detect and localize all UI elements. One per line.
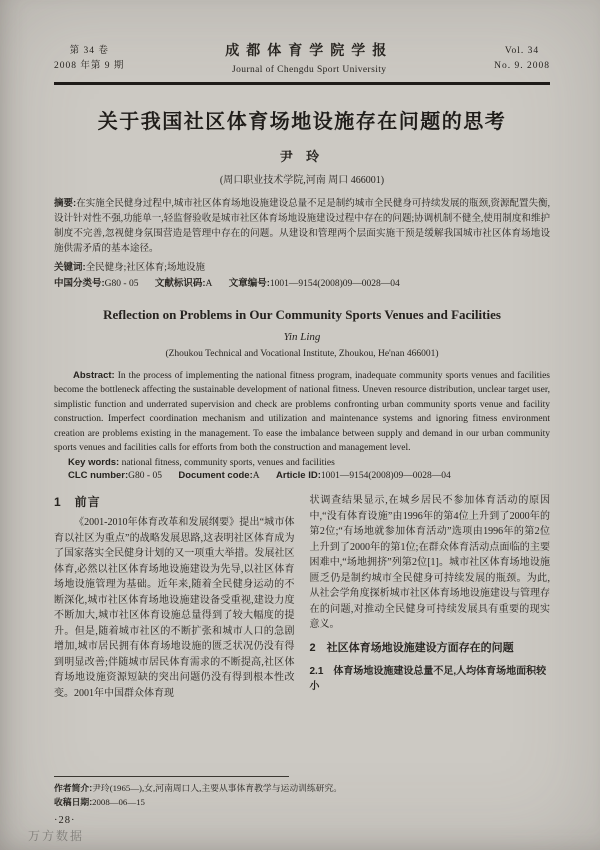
doc-code-en	[178, 471, 259, 481]
doc-code-en-value: A	[252, 471, 260, 482]
clc-en-value: G80 - 05	[128, 471, 162, 482]
footnote-rule	[54, 776, 289, 777]
received-date-label: 收稿日期:	[54, 796, 93, 807]
section-2-1-heading: 2.1 体育场地设施建设总量不足,人均体育场地面积较小	[309, 665, 547, 692]
clc-cn-value: G80 - 05	[104, 278, 139, 289]
page-number: ·28·	[54, 815, 76, 826]
journal-name-en: Journal of Chengdu Sport University	[232, 65, 387, 75]
doc-code-cn-label: 文献标识码:	[154, 277, 206, 289]
article-title-cn: 关于我国社区体育场地设施存在问题的思考	[97, 110, 507, 133]
issue-en-line2: No. 9. 2008	[494, 60, 550, 71]
issue-cn-line2: 2008 年第 9 期	[54, 60, 125, 71]
clc-cn-label: 中国分类号:	[54, 277, 105, 289]
header-volume-cn	[54, 44, 124, 73]
abstract-cn-label: 摘要:	[54, 197, 77, 209]
abstract-en-label: Abstract:	[73, 369, 115, 381]
clc-cn	[54, 279, 138, 289]
article-id-cn-label: 文章编号:	[228, 277, 270, 289]
doc-code-en-label: Document code:	[178, 470, 253, 482]
author-bio	[54, 782, 550, 795]
clc-en-label: CLC number:	[68, 470, 129, 482]
affiliation-en: (Zhoukou Technical and Vocational Institute, Zhoukou, He'nan 466001)	[165, 348, 439, 359]
abstract-cn	[54, 196, 550, 257]
journal-header	[54, 40, 550, 77]
article-id-en-label: Article ID:	[276, 470, 321, 482]
left-column-paragraph: 《2001-2010年体育改革和发展纲要》提出“城市体育以社区为重点”的战略发展思路,这表明社区体育成为了国家落实全民健身计划的又一项重大举措。发展社区体育,必然以社区体育场地设施建设为先导,以社区体育场地设施管理为基础。近年来,随着全民健身运动的不断深化,城市社区体育场地设施建设备受重视,建设力度不断加大,城市社区体育设施总量得到了较大幅度的提升。但是,随着城市社区的不断扩张和城市人口的急剧增加,城市居民拥有体育场地设施的匮乏状况仍没有得到明显改善;伴随城市居民体育需求的不断提高,社区体育场地设施资源短缺的突出问题仍没有得到根本性改变。2001年中国群众体育现	[54, 517, 295, 699]
header-volume-en	[494, 44, 550, 73]
keywords-en	[54, 457, 550, 468]
body-columns	[54, 493, 550, 701]
right-column	[310, 493, 551, 701]
keywords-cn-label: 关键词:	[54, 261, 86, 273]
article-meta-en	[54, 470, 550, 481]
author-name-en: Yin Ling	[283, 330, 321, 343]
keywords-en-text: national fitness, community sports, venues and facilities	[121, 458, 335, 469]
author-bio-label: 作者简介:	[54, 782, 93, 793]
right-column-paragraph: 状调查结果显示,在城乡居民不参加体育活动的原因中,“没有体育设施”由1996年的第4位上升到了2000年的第2位;“有场地就参加体育活动”选项由1996年的第2位上升到了2000年的第1位;在群众体育活动点面临的主要困难中,“场地拥挤”列第2位[1]。城市社区体育场地设施匮乏仍是制约城市全民健身可持续发展的瓶颈。为此,从社会学角度探析城市社区体育场地设施建设与管理存在的问题,对推动全民健身可持续发展具有重要的现实意义。	[309, 495, 550, 631]
article-id-en	[276, 471, 451, 481]
article-title-en: Reflection on Problems in Our Community Sports Venues and Facilities	[103, 306, 501, 322]
volume-cn-line1: 第 34 卷	[69, 46, 109, 57]
header-rule	[54, 82, 550, 85]
article-id-en-value: 1001—9154(2008)09—0028—04	[320, 471, 451, 482]
volume-en-line1: Vol. 34	[504, 46, 540, 57]
author-name-cn: 尹 玲	[279, 148, 325, 164]
article-meta-cn	[54, 275, 550, 289]
affiliation-cn: (周口职业技术学院,河南 周口 466001)	[219, 174, 385, 186]
wanfang-watermark: 万方数据	[28, 829, 85, 843]
doc-code-cn	[155, 279, 213, 289]
abstract-cn-text: 在实施全民健身过程中,城市社区体育场地设施建设总量不足是制约城市全民健身可持续发展的瓶颈,资源配置失衡,设计针对性不强,功能单一,轻监督验收是城市社区体育场地设施建设过程中存在的问题;协调机制不健全,使用制度和维护制度不完善,忽视健身氛围营造是管理中存在的问题。从建设和管理两个层面实施干预是缓解我国城市社区体育场地设施供需矛盾的基本途径。	[54, 198, 550, 254]
section-2-heading: 2 社区体育场地设施建设方面存在的问题	[309, 641, 514, 654]
section-1-heading: 1 前言	[54, 495, 101, 510]
keywords-cn-text: 全民健身;社区体育;场地设施	[85, 262, 205, 273]
abstract-en-text: In the process of implementing the national fitness program, inadequate community sports venues and facilities become the bottleneck affecting the sustainable development of national fitness. Uneven resource distribution, unclear target user, simplistic function and underrated supervision and check are problems confronting urban community sports venue and facility construction. Imperfect coordination mechanism and utilization and maintenance systems and ignoring fitness environment creation are problems existing in the management. To ease the imbalance between supply and demand in our urban community sports venues and facilities calls for efforts from both the construction and management level.	[54, 370, 551, 454]
journal-name-block	[225, 40, 393, 77]
abstract-en	[54, 369, 550, 456]
page-footer	[54, 776, 550, 826]
left-column	[54, 493, 295, 701]
article-id-cn	[229, 279, 400, 289]
received-date	[54, 796, 550, 809]
keywords-cn	[54, 259, 550, 273]
author-bio-text: 尹玲(1965—),女,河南周口人,主要从事体育教学与运动训练研究。	[92, 782, 343, 793]
doc-code-cn-value: A	[205, 278, 213, 289]
clc-en	[68, 471, 162, 481]
journal-name-cn: 成都体育学院学报	[225, 42, 394, 58]
received-date-value: 2008—06—15	[92, 796, 145, 807]
keywords-en-label: Key words:	[68, 457, 120, 469]
article-id-cn-value: 1001—9154(2008)09—0028—04	[269, 278, 400, 289]
